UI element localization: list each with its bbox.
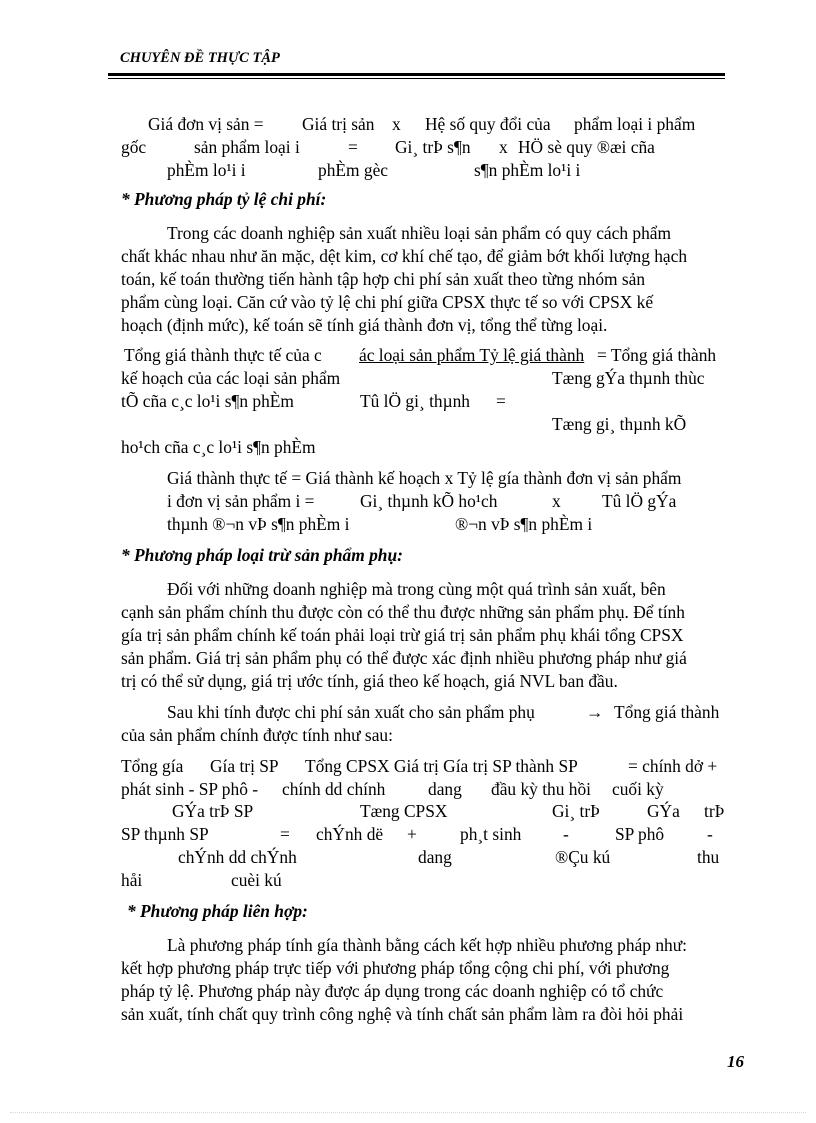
page-number: 16 — [727, 1052, 744, 1071]
page-bottom-divider — [10, 1112, 806, 1113]
formula-text: Tû lÖ gÝa — [602, 491, 677, 511]
formula-text: trÞ — [704, 801, 725, 821]
formula-text: - — [563, 824, 569, 844]
paragraph-line: gía trị sản phẩm chính kế toán phải loại trừ giá trị sản phẩm phụ khái tổng CPSX — [121, 625, 684, 645]
arrow-icon: → — [586, 702, 604, 722]
paragraph-line: sản phẩm. Giá trị sản phẩm phụ có thể được xác định nhiều phương pháp như giá — [121, 648, 687, 668]
heading-combined-method: * Phương pháp liên hợp: — [127, 901, 308, 921]
formula-text: dang — [428, 779, 462, 799]
header-rule-thin — [108, 78, 725, 79]
paragraph-line: Đối với những doanh nghiệp mà trong cùng một quá trình sản xuất, bên — [167, 579, 666, 599]
formula-text: cuối kỳ — [612, 779, 664, 799]
paragraph-line: hoạch (định mức), kế toán sẽ tính giá thành đơn vị, tổng thể từng loại. — [121, 315, 608, 335]
paragraph-line: phẩm cùng loại. Căn cứ vào tỷ lệ chi phí giữa CPSX thực tế so với CPSX kế — [121, 292, 654, 312]
formula-text: sản phẩm loại i — [194, 137, 300, 157]
formula-text: i đơn vị sản phẩm i = — [167, 491, 315, 511]
paragraph-line: của sản phẩm chính được tính như sau: — [121, 725, 393, 745]
formula-text: Giá trị sản — [302, 114, 375, 134]
formula-text: = chính dở + — [628, 756, 718, 776]
formula-text: chính dd chính — [282, 779, 386, 799]
paragraph-line: sản xuất, tính chất quy trình công nghệ và tính chất sản phẩm làm ra đòi hỏi phải — [121, 1004, 684, 1024]
formula-text: Tæng gi¸ thµnh kÕ — [552, 414, 687, 434]
formula-text: Tæng gÝa thµnh thùc — [552, 368, 705, 388]
formula-text: Giá thành thực tế = Giá thành kế hoạch x Tỷ lệ gía thành đơn vị sản phẩm — [167, 468, 682, 488]
formula-text: Gía trị SP — [210, 756, 279, 776]
formula-text: x — [392, 114, 401, 134]
formula-text: Gi¸ thµnh kÕ ho¹ch — [360, 491, 498, 511]
paragraph-line: Tổng giá thành — [614, 702, 720, 722]
formula-text: GÝa — [647, 801, 680, 821]
formula-text: thu — [697, 847, 720, 867]
formula-text: tÕ cña c¸c lo¹i s¶n phÈm — [121, 391, 294, 411]
formula-text: dang — [418, 847, 452, 867]
formula-text: håi — [121, 870, 143, 890]
formula-text: x — [499, 137, 508, 157]
formula-text: = — [348, 137, 358, 157]
header-rule-thick — [108, 73, 725, 76]
paragraph-line: Là phương pháp tính gía thành bằng cách kết hợp nhiều phương pháp như: — [167, 935, 687, 955]
formula-text: = Tổng giá thành — [597, 345, 717, 365]
formula-text: ®¬n vÞ s¶n phÈm i — [455, 514, 593, 534]
formula-text: Tæng CPSX — [360, 801, 448, 821]
formula-text: chÝnh dë — [316, 824, 384, 844]
formula-text: Tổng gía — [121, 756, 184, 776]
formula-text: phÈm gèc — [318, 160, 389, 180]
paragraph-line: cạnh sản phẩm chính thu được còn có thể thu được những sản phẩm phụ. Để tính — [121, 602, 685, 622]
header-title: CHUYÊN ĐỀ THỰC TẬP — [120, 50, 280, 66]
formula-text: phát sinh - SP phô - — [121, 779, 259, 799]
formula-text: SP phô — [615, 824, 665, 844]
formula-text: + — [407, 824, 417, 844]
formula-text: ®Çu kú — [555, 847, 611, 867]
paragraph-line: chất khác nhau như ăn mặc, dệt kim, cơ khí chế tạo, để giảm bớt khối lượng hạch — [121, 246, 688, 266]
formula-text: ho¹ch cña c¸c lo¹i s¶n phÈm — [121, 437, 316, 457]
formula-text: x — [552, 491, 561, 511]
paragraph-line: trị có thể sử dụng, giá trị ước tính, giá theo kế hoạch, giá NVL ban đầu. — [121, 671, 618, 691]
heading-byproduct-method: * Phương pháp loại trừ sản phẩm phụ: — [121, 545, 403, 565]
formula-text: đầu kỳ thu hồi — [491, 779, 591, 799]
formula-text: Gi¸ trÞ — [552, 801, 600, 821]
formula-text: GÝa trÞ SP — [172, 801, 254, 821]
formula-text: phẩm loại i phẩm — [574, 114, 696, 134]
formula-text: Tổng giá thành thực tế của c — [124, 345, 322, 365]
formula-text: Gi¸ trÞ s¶n — [395, 137, 471, 157]
paragraph-line: toán, kế toán thường tiến hành tập hợp chi phí sản xuất theo từng nhóm sản — [121, 269, 646, 289]
heading-ratio-method: * Phương pháp tỷ lệ chi phí: — [121, 189, 327, 209]
formula-text: HÖ sè quy ®æi cña — [518, 137, 655, 157]
formula-text: Tû lÖ gi¸ thµnh — [360, 391, 471, 411]
formula-text: - — [707, 824, 713, 844]
formula-text: cuèi kú — [231, 870, 282, 890]
formula-text: kế hoạch của các loại sản phẩm — [121, 368, 341, 388]
formula-text: = — [280, 824, 290, 844]
paragraph-line: Sau khi tính được chi phí sản xuất cho sản phẩm phụ — [167, 702, 535, 722]
formula-text: chÝnh dd chÝnh — [178, 847, 297, 867]
formula-text: ph¸t sinh — [460, 824, 522, 844]
paragraph-line: pháp tỷ lệ. Phương pháp này được áp dụng trong các doanh nghiệp có tổ chức — [121, 981, 664, 1001]
formula-text: s¶n phÈm lo¹i i — [474, 160, 581, 180]
formula-text: thµnh ®¬n vÞ s¶n phÈm i — [167, 514, 350, 534]
formula-text: phÈm lo¹i i — [167, 160, 246, 180]
paragraph-line: Trong các doanh nghiệp sản xuất nhiều loại sản phẩm có quy cách phẩm — [167, 223, 672, 243]
formula-text: Tổng CPSX Giá trị Gía trị SP thành SP — [305, 756, 578, 776]
formula-text: Hệ số quy đổi của — [425, 114, 551, 134]
formula-text: ác loại sản phẩm Tỷ lệ giá thành — [359, 345, 585, 365]
formula-text: Giá đơn vị sản = — [148, 114, 264, 134]
formula-text: = — [496, 391, 506, 411]
paragraph-line: kết hợp phương pháp trực tiếp với phương pháp tổng cộng chi phí, với phương — [121, 958, 670, 978]
formula-text: SP thµnh SP — [121, 824, 209, 844]
formula-text: gốc — [121, 137, 147, 157]
